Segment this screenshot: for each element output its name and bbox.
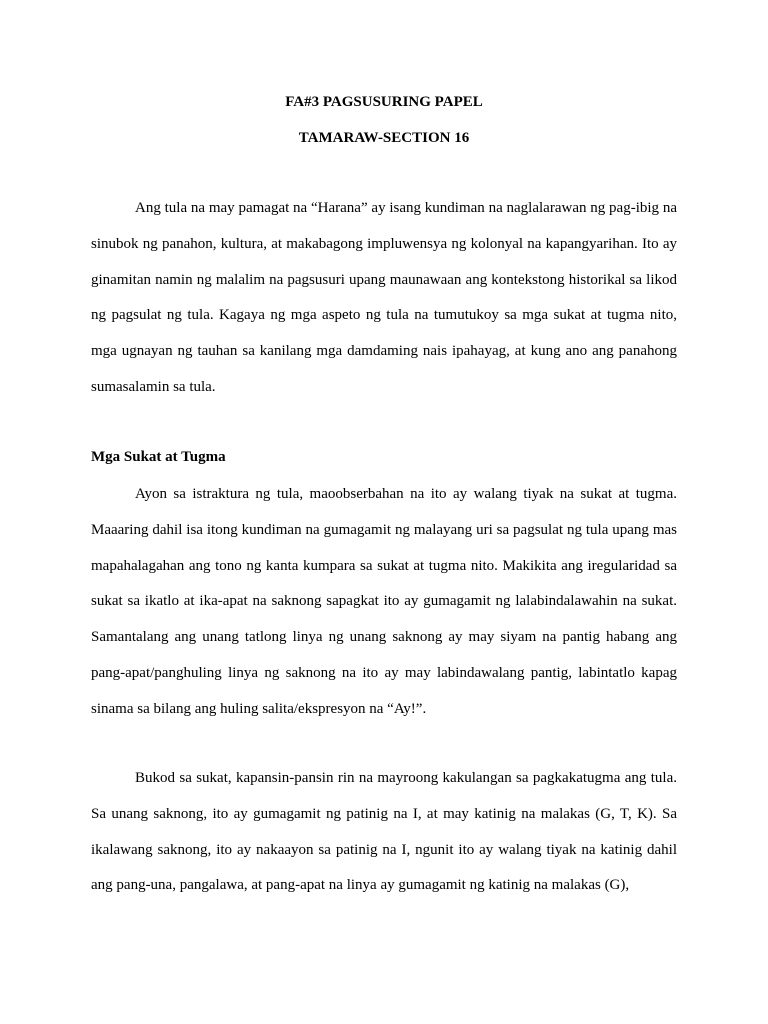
section-paragraph-2: Bukod sa sukat, kapansin-pansin rin na mayroong kakulangan sa pagkakatugma ang tula. Sa unang saknong, ito ay gumagamit ng patinig na I, at may katinig na malakas (G, T, K). Sa ikalawang saknong, ito ay nakaayon sa patinig na I, ngunit ito ay walang tiyak na katinig dahil ang pang-una, pangalawa, at pang-apat na linya ay gumagamit ng katinig na malakas (G),: [91, 770, 677, 894]
intro-paragraph: Ang tula na may pamagat na “Harana” ay isang kundiman na naglalarawan ng pag-ibig na sinubok ng panahon, kultura, at makabagong impluwensya ng kolonyal na kapangyarihan. Ito ay ginamitan namin ng malalim na pagsusuri upang maunawaan ang kontekstong historikal sa likod ng pagsulat ng tula. Kagaya ng mga aspeto ng tula na tumutukoy sa mga sukat at tugma nito, mga ugnayan ng tauhan sa kanilang mga damdaming nais ipahayag, at kung ano ang panahong sumasalamin sa tula.: [91, 200, 677, 395]
section-heading: Mga Sukat at Tugma: [91, 449, 226, 465]
document-title: FA#3 PAGSUSURING PAPEL: [285, 94, 483, 110]
document-subtitle: TAMARAW-SECTION 16: [298, 130, 470, 146]
section-paragraph-1: Ayon sa istraktura ng tula, maoobserbahan na ito ay walang tiyak na sukat at tugma. Maaaring dahil isa itong kundiman na gumagamit ng malayang uri sa pagsulat ng tula upang mas mapahalagahan ang tono ng kanta kumpara sa sukat at tugma nito. Makikita ang iregularidad sa sukat sa ikatlo at ika-apat na saknong sapagkat ito ay gumagamit ng lalabindalawahin na sukat. Samantalang ang unang tatlong linya ng unang saknong ay may siyam na pantig habang ang pang-apat/panghuling linya ng saknong na ito ay may labindawalang pantig, labintatlo kapag sinama sa bilang ang huling salita/ekspresyon na “Ay!”.: [91, 486, 677, 717]
